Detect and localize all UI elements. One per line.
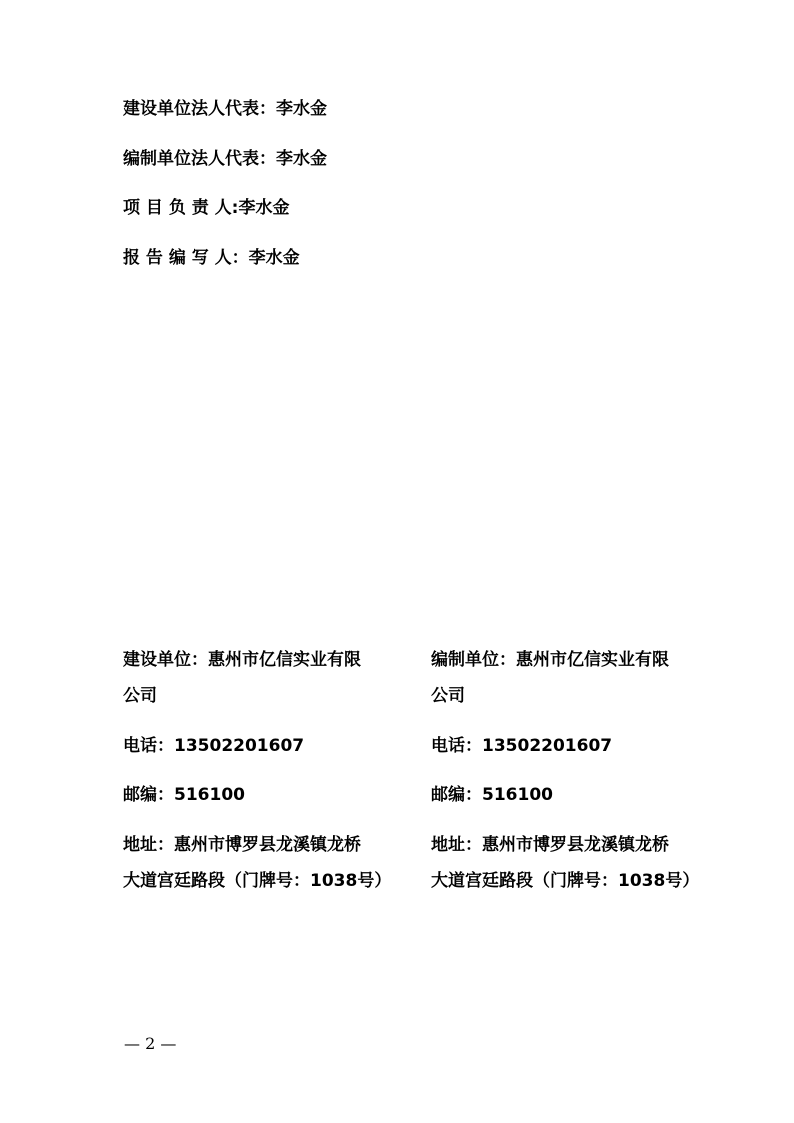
report-writer: 报 告 编 写 人：李水金 xyxy=(123,248,300,268)
compiling-unit-name-line2: 公司 xyxy=(431,686,465,706)
compiling-unit-address-line1: 地址：惠州市博罗县龙溪镇龙桥 xyxy=(431,835,669,855)
construction-unit-phone: 电话：13502201607 xyxy=(123,736,305,756)
compiling-unit-phone: 电话：13502201607 xyxy=(431,736,613,756)
construction-unit-postcode: 邮编：516100 xyxy=(123,785,245,805)
compiling-unit-name-line1: 编制单位：惠州市亿信实业有限 xyxy=(431,650,669,670)
compiling-unit-address-line2: 大道宫廷路段（门牌号：1038号） xyxy=(431,871,700,891)
compiler-legal-representative: 编制单位法人代表：李水金 xyxy=(123,149,327,169)
construction-unit-address-line2: 大道宫廷路段（门牌号：1038号） xyxy=(123,871,392,891)
construction-unit-name-line2: 公司 xyxy=(123,686,157,706)
project-lead: 项 目 负 责 人:李水金 xyxy=(123,198,290,218)
page-number: — 2 — xyxy=(124,1034,177,1053)
construction-unit-address-line1: 地址：惠州市博罗县龙溪镇龙桥 xyxy=(123,835,361,855)
construction-legal-representative: 建设单位法人代表：李水金 xyxy=(123,99,327,119)
construction-unit-name-line1: 建设单位：惠州市亿信实业有限 xyxy=(123,650,361,670)
compiling-unit-postcode: 邮编：516100 xyxy=(431,785,553,805)
